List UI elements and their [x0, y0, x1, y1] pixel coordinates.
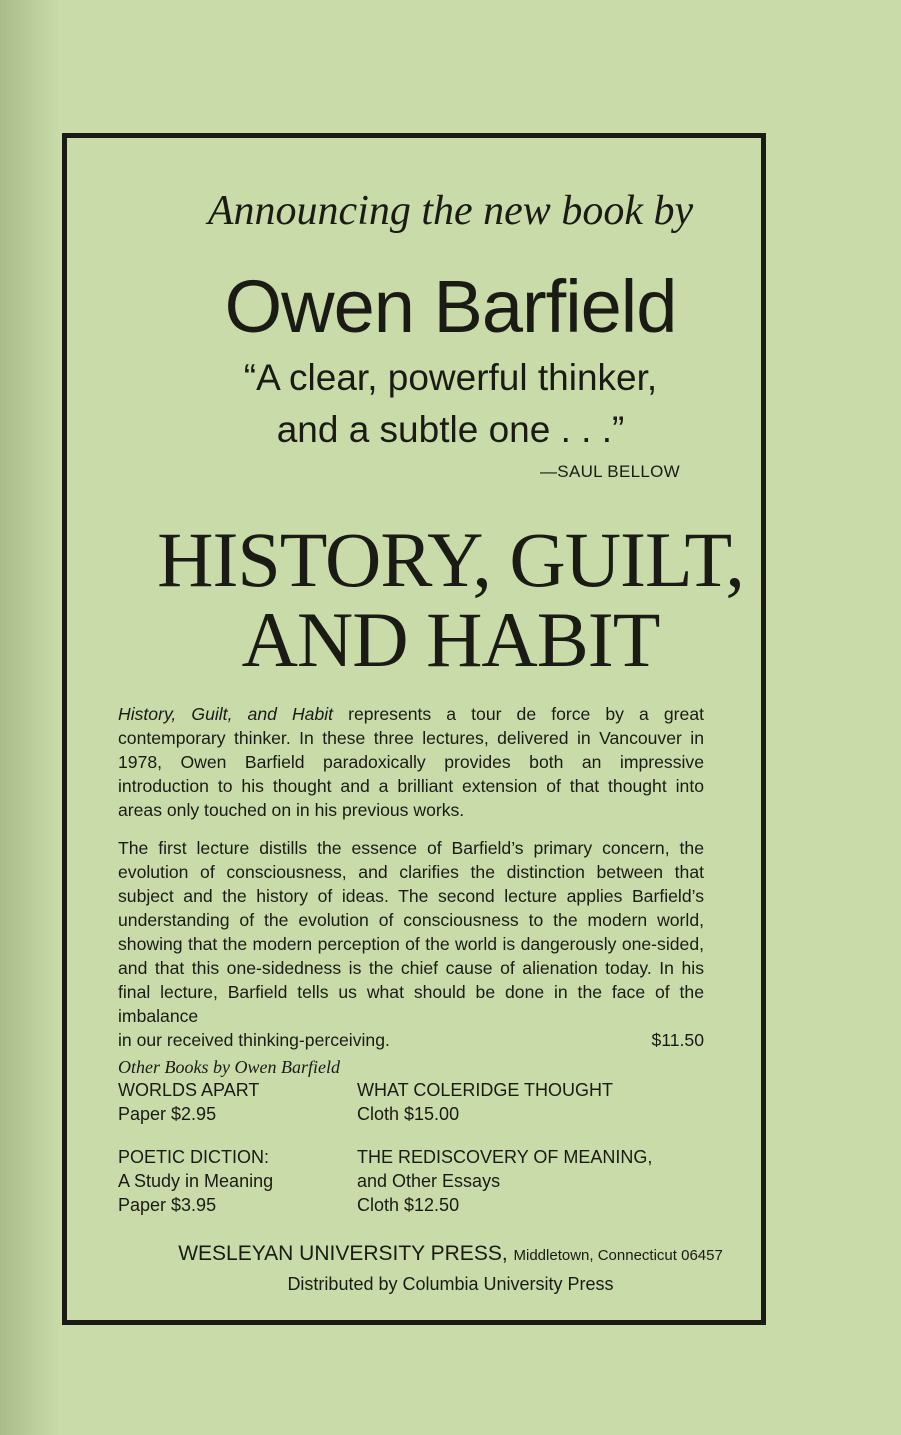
other-book-name: POETIC DICTION: — [118, 1147, 270, 1167]
other-book-price: Cloth $12.50 — [357, 1195, 460, 1215]
other-book-price: Cloth $15.00 — [357, 1104, 460, 1124]
other-book-name: THE REDISCOVERY OF MEANING, — [357, 1147, 653, 1167]
other-book-entry — [118, 1078, 259, 1126]
other-book-entry — [118, 1145, 273, 1217]
quote-attribution: —SAUL BELLOW — [540, 462, 680, 481]
book-title-line-1: HISTORY, GUILT, — [157, 516, 744, 603]
other-books-heading: Other Books by Owen Barfield — [118, 1057, 340, 1077]
endorsement-quote — [0, 352, 901, 456]
other-book-name: WHAT COLERIDGE THOUGHT — [357, 1080, 614, 1100]
quote-line-1: “A clear, powerful thinker, — [243, 357, 658, 398]
other-book-entry — [357, 1078, 613, 1126]
announcement-heading: Announcing the new book by — [207, 188, 694, 234]
book-price: $11.50 — [651, 1030, 704, 1050]
quote-line-2: and a subtle one . . .” — [276, 409, 625, 450]
description-paragraph-2-end: in our received thinking-perceiving. — [118, 1030, 390, 1050]
other-book-price: Paper $3.95 — [118, 1195, 217, 1215]
publisher-distribution: Distributed by Columbia University Press — [287, 1274, 614, 1294]
other-book-subtitle: and Other Essays — [357, 1171, 501, 1191]
other-book-entry — [357, 1145, 652, 1217]
description-last-line — [118, 1028, 704, 1052]
description-paragraph-2-text: The first lecture distills the essence of Barfield’s primary concern, the evolution of consciousness, and clarifies the distinction between that subject and the history of ideas. The second lecture applies Barfield’s understanding of the evolution of consciousness to the modern world, showing that the modern perception of the world is dangerously one-sided, and that this one-sidedness is the chief cause of alienation today. In his final lecture, Barfield tells us what should be done in the face of the imbalance — [118, 838, 704, 1026]
other-book-subtitle: A Study in Meaning — [118, 1171, 274, 1191]
publisher-line — [0, 1240, 901, 1270]
other-book-price: Paper $2.95 — [118, 1104, 217, 1124]
description-paragraph-2 — [118, 836, 704, 1052]
book-title — [0, 516, 901, 683]
publisher-location: Middletown, Connecticut 06457 — [513, 1247, 723, 1264]
publisher-block — [0, 1240, 901, 1298]
publisher-name: WESLEYAN UNIVERSITY PRESS, — [178, 1242, 508, 1265]
description-paragraph-1-text: represents a tour de force by a great contemporary thinker. In these three lectures, delivered in Vancouver in 1978, Owen Barfield paradoxically provides both an impressive introduction to his thought and a brilliant extension of that thought into areas only touched on in his previous works. — [118, 704, 704, 820]
author-name: Owen Barfield — [224, 265, 677, 348]
other-book-name: WORLDS APART — [118, 1080, 260, 1100]
book-title-line-2: AND HABIT — [241, 596, 660, 683]
description-book-title: History, Guilt, and Habit — [118, 704, 334, 724]
description-paragraph-1 — [118, 702, 704, 822]
